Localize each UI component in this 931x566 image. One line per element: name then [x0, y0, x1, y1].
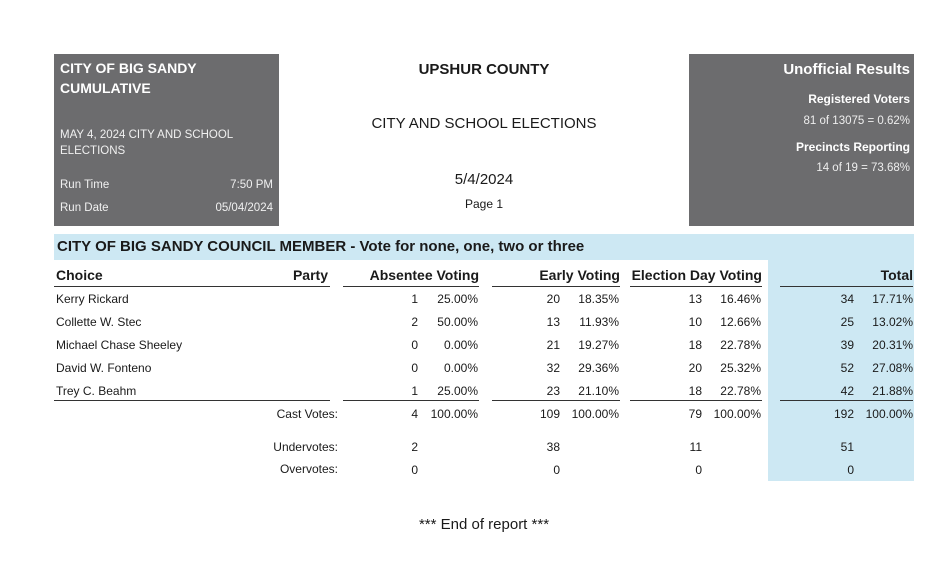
overvotes-absentee: 0: [411, 463, 418, 477]
cast-rule-early: [492, 400, 620, 401]
cast-rule-election-day: [630, 400, 762, 401]
header-rule-early: [492, 286, 620, 287]
run-time-label: Run Time: [60, 179, 110, 191]
overvotes-election-day: 0: [695, 463, 702, 477]
cast-rule-absentee: [343, 400, 479, 401]
cast-total-votes: 192: [833, 407, 854, 421]
run-date-value: 05/04/2024: [215, 202, 273, 214]
absentee-votes: 0: [411, 338, 418, 352]
election-day-pct: 25.32%: [720, 361, 761, 375]
overvotes-early: 0: [553, 463, 560, 477]
absentee-header: Absentee Voting: [369, 267, 479, 283]
absentee-votes: 1: [411, 292, 418, 306]
overvotes-total: 0: [847, 463, 854, 477]
candidate-name: Kerry Rickard: [56, 292, 129, 306]
total-pct: 21.88%: [872, 384, 913, 398]
registered-voters-label: Registered Voters: [808, 92, 910, 106]
early-votes: 32: [546, 361, 560, 375]
cast-early-pct: 100.00%: [571, 407, 619, 421]
cast-rule-total: [780, 400, 913, 401]
undervotes-absentee: 2: [411, 440, 418, 454]
election-day-header: Election Day Voting: [631, 267, 762, 283]
total-votes: 52: [840, 361, 854, 375]
undervotes-label: Undervotes:: [273, 440, 338, 454]
party-header: Party: [292, 267, 328, 283]
total-pct: 27.08%: [872, 361, 913, 375]
header-rule-choice: [54, 286, 330, 287]
overvotes-label: Overvotes:: [279, 462, 338, 476]
election-day-pct: 22.78%: [720, 384, 761, 398]
candidate-name: David W. Fonteno: [56, 361, 152, 375]
precincts-reporting-label: Precincts Reporting: [795, 140, 910, 154]
run-date-label: Run Date: [60, 202, 109, 214]
total-votes: 42: [840, 384, 854, 398]
candidate-name: Trey C. Beahm: [56, 384, 137, 398]
early-pct: 19.27%: [578, 338, 619, 352]
undervotes-total: 51: [840, 440, 854, 454]
total-votes: 39: [840, 338, 854, 352]
early-pct: 29.36%: [578, 361, 619, 375]
early-votes: 21: [546, 338, 560, 352]
cast-absentee-pct: 100.00%: [430, 407, 478, 421]
total-pct: 13.02%: [872, 315, 913, 329]
absentee-votes: 2: [411, 315, 418, 329]
election-title: CITY AND SCHOOL ELECTIONS: [371, 115, 597, 132]
early-pct: 21.10%: [578, 384, 619, 398]
status-badge: Unofficial Results: [783, 61, 910, 78]
election-day-votes: 10: [688, 315, 702, 329]
election-date: 5/4/2024: [454, 171, 514, 188]
cast-election-day-pct: 100.00%: [713, 407, 761, 421]
header-rule-election-day: [630, 286, 762, 287]
election-day-votes: 18: [688, 338, 702, 352]
contest-title: CITY OF BIG SANDY COUNCIL MEMBER - Vote for none, one, two or three: [54, 234, 914, 260]
total-pct: 17.71%: [872, 292, 913, 306]
results-status-box: [689, 54, 914, 226]
election-day-votes: 13: [688, 292, 702, 306]
absentee-votes: 1: [411, 384, 418, 398]
registered-voters-value: 81 of 13075 = 0.62%: [803, 115, 910, 127]
early-votes: 20: [546, 292, 560, 306]
absentee-votes: 0: [411, 361, 418, 375]
election-day-votes: 20: [688, 361, 702, 375]
election-name-line2: ELECTIONS: [60, 145, 126, 157]
election-day-pct: 16.46%: [720, 292, 761, 306]
election-day-votes: 18: [688, 384, 702, 398]
absentee-pct: 0.00%: [443, 338, 478, 352]
cast-total-pct: 100.00%: [865, 407, 913, 421]
end-of-report: *** End of report ***: [418, 516, 550, 533]
total-header: Total: [880, 267, 913, 283]
candidate-name: Michael Chase Sheeley: [56, 338, 183, 352]
early-pct: 18.35%: [578, 292, 619, 306]
election-day-pct: 22.78%: [720, 338, 761, 352]
early-votes: 13: [546, 315, 560, 329]
run-time-value: 7:50 PM: [230, 179, 273, 191]
absentee-pct: 0.00%: [443, 361, 478, 375]
absentee-pct: 50.00%: [437, 315, 478, 329]
cast-rule-choice: [54, 400, 330, 401]
precincts-reporting-value: 14 of 19 = 73.68%: [816, 162, 910, 174]
undervotes-early: 38: [546, 440, 560, 454]
page-number: Page 1: [464, 197, 504, 211]
early-votes: 23: [546, 384, 560, 398]
jurisdiction-name: CITY OF BIG SANDY: [60, 60, 197, 76]
header-rule-absentee: [343, 286, 479, 287]
cast-absentee-votes: 4: [411, 407, 418, 421]
cast-election-day-votes: 79: [688, 407, 702, 421]
total-pct: 20.31%: [872, 338, 913, 352]
cast-votes-label: Cast Votes:: [276, 407, 338, 421]
early-pct: 11.93%: [579, 315, 619, 329]
early-voting-header: Early Voting: [539, 267, 620, 283]
jurisdiction-mode: CUMULATIVE: [60, 80, 151, 96]
total-votes: 25: [840, 315, 854, 329]
choice-header: Choice: [56, 267, 103, 283]
undervotes-election-day: 11: [689, 440, 702, 454]
header-rule-total: [780, 286, 913, 287]
election-name-line1: MAY 4, 2024 CITY AND SCHOOL: [60, 129, 234, 141]
election-day-pct: 12.66%: [720, 315, 761, 329]
absentee-pct: 25.00%: [437, 292, 478, 306]
county-title: UPSHUR COUNTY: [418, 61, 550, 78]
absentee-pct: 25.00%: [437, 384, 478, 398]
total-votes: 34: [840, 292, 854, 306]
cast-early-votes: 109: [539, 407, 560, 421]
jurisdiction-box: [54, 54, 279, 226]
candidate-name: Collette W. Stec: [56, 315, 142, 329]
